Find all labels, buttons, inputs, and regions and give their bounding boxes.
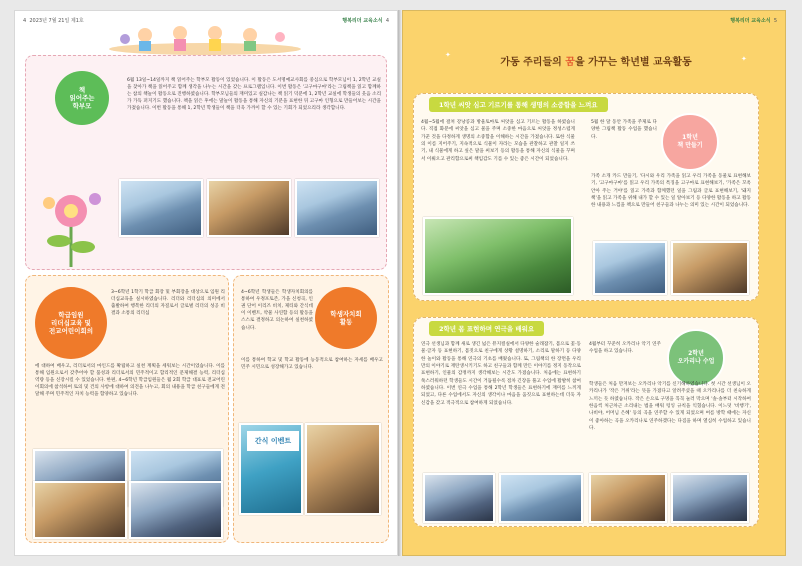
reading-badge-label: 책 읽어주는 학부모 xyxy=(69,85,95,111)
grade2-photo-4 xyxy=(671,473,749,523)
event-sign: 간식 이벤트 xyxy=(247,431,299,451)
council-photo-2 xyxy=(305,423,381,515)
reading-photo-1 xyxy=(119,179,203,237)
council-text: 이를 통하여 학교 및 학교 활동에 능동적으로 참여하는 자세를 배우고 민주 시민으로 성장해가고 있습니다. xyxy=(241,358,383,371)
title-part-b: 을 가꾸는 학년별 교육활동 xyxy=(574,57,692,68)
leader-photo-4 xyxy=(129,481,223,539)
leader-text-top: 3~6학년 1학기 학급 회장 및 부회장을 대상으로 임원 리더십교육을 실시하였습니다. 리더와 리더십의 의미에서 출발하여 행복한 리더의 자질로서 글로벌 리더의 성공 비결과 소통의 리더십 xyxy=(111,290,225,317)
grade1-text-b: 5월 한 달 동안 가족을 주제로 다양한 그림책 활동 수업을 했습니다. xyxy=(591,120,657,140)
right-paper-name: 행복리더 교육소식 xyxy=(730,18,771,24)
reading-photo-3 xyxy=(295,179,379,237)
grade1-badge-line1: 1학년 xyxy=(682,133,698,141)
right-header xyxy=(730,17,777,24)
grade1-text-c: 가족 소개 카드 만들기, '다시와 우리 가족을 읽고 우리 가족을 동물로 표현해보기, '고구마구마'를 읽고 우리 가족의 특징을 고구마로 표현해보기, '가족은 꼬옥 안아 주는 거야'를 읽고 가족과 함께했던 일을 그림과 글로 표현해보기, '돼지책'을 읽고 가족을 위해 내가 할 수 있는 일 알아보기 등 다양한 활동을 하고 활동한 내용과 느낌을 책으로 만들어 친구들과 나누는 의미 있는 시간이 되었습니다. xyxy=(591,174,751,209)
title-part-a: 가동 주리들의 xyxy=(500,57,566,68)
council-text-top: 4~6학년 학생들은 학생자치회의를 통하여 우정포토존, 가을 신청곡, 인권 단어 이리즈 비치, 제티와 간식데이 이벤트, 약물 사연함 등의 활동을 스스로 결정하고 의논하여 실천하였습니다. xyxy=(241,290,313,331)
left-page-number: 4 xyxy=(23,18,27,24)
grade2-photo-1 xyxy=(423,473,495,523)
newsletter-spread xyxy=(14,10,786,556)
sparkle-icon: ✦ xyxy=(741,55,747,63)
grade2-banner: 2학년 몸 표현하며 연극을 배워요 xyxy=(429,321,544,336)
left-header xyxy=(23,17,84,24)
grade2-text-a: 연극 선생님과 함께 새로 생긴 넓은 뮤지컬실에서 다양한 술래잡기, 몸으로 꽃·동물·글자 등 표현하기, 몸짓으로 친구에게 상황 설명하기, 소리로 말하기 등 다양한 놀이와 활동을 통해 연극의 기초를 배웠습니다. 또, 그림책의 한 장면을 우리만의 이야기로 재탄생시키기도 하고 친구들과 함께 만든 이야기를 정지 동작으로 표현하기, 인물의 감정까지 생각해보는 시간도 가졌습니다. 처음에는 표현하기 쑥스러워하던 학생들도 시간이 거듭될수록 점차 긴장을 풀고 수업에 활발히 참여하였습니다. 이번 연극 수업을 통해 2학년 학생들은 표현하기에 재미를 느끼게 되었고, 다른 수업에서도 자신의 생각이나 마음을 움짓으로 표현하는데 더욱 자신감을 갖고 적극적으로 참여하게 되었습니다. xyxy=(421,342,581,406)
title-highlight: 꿈 xyxy=(565,57,575,68)
grade1-banner: 1학년 씨앗 심고 기르기를 통해 생명의 소중함을 느껴요 xyxy=(429,97,608,112)
council-badge xyxy=(315,287,377,349)
leader-badge-label: 학급임원 리더십교육 및 전교어린이회의 xyxy=(49,310,93,336)
flower-illustration xyxy=(31,181,111,267)
grade2-text-c: 학생들은 처음 만져보는 오카리나 악기를 신기해하였습니다. 첫 시간 선생님이 오카리나가 '작은 거위'라는 뜻을 가졌다고 알려주셨을 때 오카리나를 더 친숙하게 느끼는 듯 하였습니다. 작은 손으로 구멍을 꼭꼭 눌러 막으며 '솔·솔부터 시작하여 한음씩 처근차근 소리내는 법을 배워 텅잉 규칙을 익혔습니다. 이느덧 '비행기', 나비야, 어머님 은혜' 등의 곡을 연주할 수 있게 되었으며 여름 방학 때에는 자신이 좋아하는 곡을 오카리나로 연주하겠다는 다짐을 하며 열심히 수업하고 있습니다. xyxy=(589,382,751,432)
left-header-right xyxy=(342,17,389,24)
left-page xyxy=(14,10,398,556)
grade2-badge-line1: 2학년 xyxy=(688,349,704,357)
grade2-badge-line2: 오카리나 수업 xyxy=(677,358,715,365)
grade2-text-b: 4월부터 꾸준히 오카리나 악기 연주 수업을 하고 있습니다. xyxy=(589,342,661,355)
grade1-photo-1 xyxy=(423,217,573,295)
left-paper-name: 행복리더 교육소식 xyxy=(342,18,383,24)
right-page-number: 5 xyxy=(773,18,777,24)
kids-illustration xyxy=(105,21,305,55)
reading-photo-2 xyxy=(207,179,291,237)
leader-badge xyxy=(35,287,107,359)
grade1-photo-3 xyxy=(671,241,749,295)
issue-date: 2023년 7월 21일 제1호 xyxy=(29,18,84,24)
right-page-title xyxy=(423,53,769,68)
reading-badge xyxy=(55,71,109,125)
sparkle-icon: ✦ xyxy=(445,51,451,59)
grade1-text-a: 4월~5월에 걸쳐 강낭콩과 방울토마토 씨앗을 심고 기르는 활동을 하였습니다. 직접 화분에 씨앗을 심고 물을 주며 소중한 마음으로 씨앗을 정성스럽게 가꾼 것을 다정하게 생명의 소중함을 이해하는 시간을 가졌습니다. 또한 식물의 이름 지어주기, 지속적으로 식물이 자라는 모습을 관찰하고 관찰 일지 쓰기, 내 식물에게 하고 싶은 말을 써보기 등의 활동을 통해 자신의 식물을 꾸며서 이뤄오고 관리함으로써 책임감도 기를 수 있는 좋은 시간이 되었습니다. xyxy=(421,120,575,162)
right-page xyxy=(402,10,786,556)
grade2-photo-3 xyxy=(589,473,667,523)
leader-photo-3 xyxy=(33,481,127,539)
council-badge-label: 학생자치회 활동 xyxy=(330,309,362,326)
grade1-badge xyxy=(661,113,719,171)
leader-text: 에 대하여 배우고, 리더로서의 마인드를 확립하고 실천 계획을 세워보는 시간이었습니다. 이를 통해 임원으로서 갖추어야 할 품성과 리더로서의 민주적이고 합리적인 문제해결 능력, 리더십 역량 등을 신장시킬 수 있었습니다. 한편, 4~6학년 학급임원들은 월 2회 학급 대표로 전교어린이회의에 참석하여 토의 및 건의 사항에 대하여 의견을 나누고, 회의 내용을 학급 친구들에게 전달해 주며 민주적인 자치 능력을 함양하고 있습니다. xyxy=(35,364,225,398)
grade2-photo-2 xyxy=(499,473,583,523)
reading-text: 6월 13일~14일까지 책 읽어주는 학부모 활동이 있었습니다. 이 활동은 도서명예교사회를 중심으로 학부모님이 1, 2학년 교실을 찾아가 책을 읽어주고 함께 생각을 나누는 시간을 갖는 프로그램입니다. 이번 활동은 '고구마구마'라는 그림책을 읽고 함께하는 참의 책놀이 활동으로 진행하였습니다. 학부모님들의 재미있고 실감나는 책 읽기 덕분에 1, 2학년 교실에 학생들의 웃음 소리가 가득 퍼지기도 했습니다. 책을 읽은 후에는 말놀이 활동을 통해 자신의 기분을 표현한 뒤 고구마 인형으로 만들어보는 시간을 가졌습니다. 이번 활동을 통해 1, 2학년 학생들이 책을 더욱 가까이 할 수 있는 기회가 되었으리라 생각합니다. xyxy=(127,78,381,112)
grade2-badge xyxy=(667,329,725,387)
grade1-photo-2 xyxy=(593,241,667,295)
left-page-number-right: 4 xyxy=(385,18,389,24)
grade1-badge-line2: 책 만들기 xyxy=(677,142,703,149)
